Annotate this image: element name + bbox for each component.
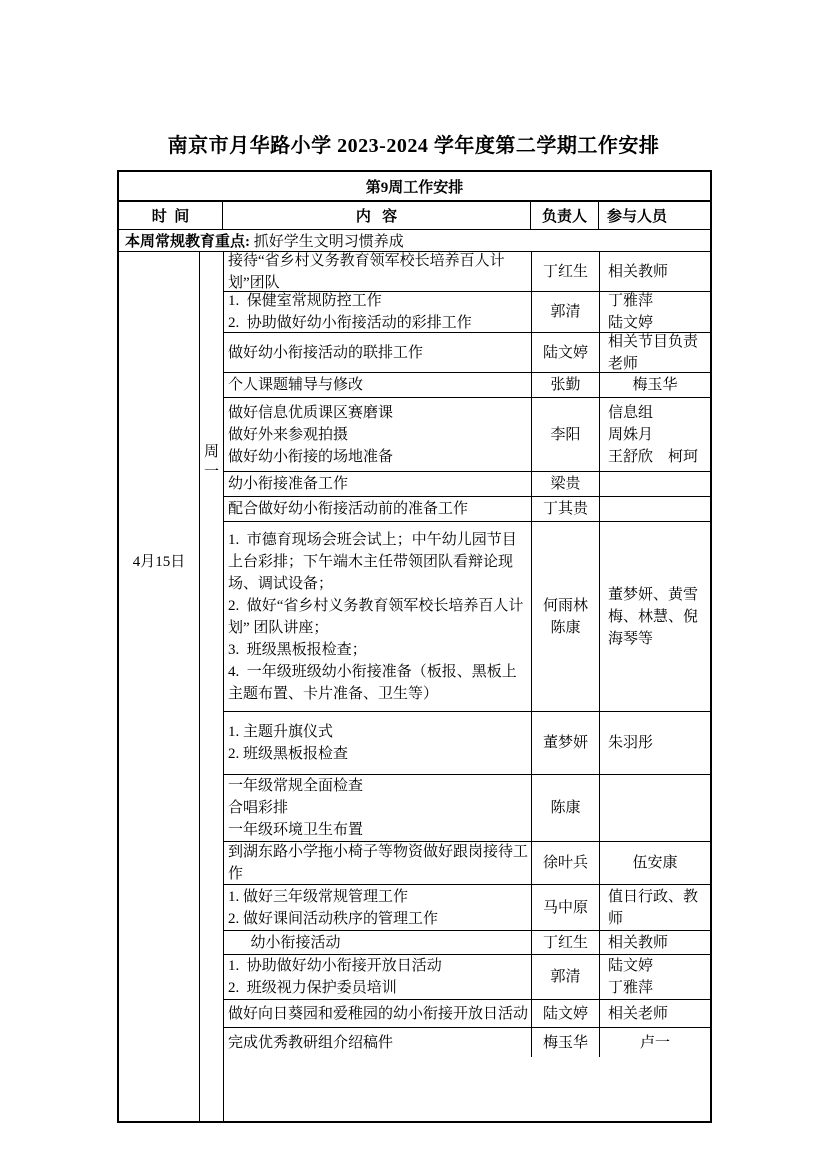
text-line: 做好幼小衔接活动的联排工作 — [228, 344, 424, 361]
task-participants — [600, 1000, 710, 1027]
schedule-table — [117, 170, 712, 1123]
text-line: 幼小衔接活动 — [228, 934, 341, 951]
task-content — [224, 1000, 532, 1027]
text-line: 1. 做好三年级常规管理工作 — [228, 888, 409, 905]
text-line: 1. 保健室常规防控工作 — [228, 293, 382, 309]
text-line: 幼小衔接准备工作 — [228, 476, 349, 492]
task-content — [224, 333, 532, 372]
task-row — [224, 1000, 710, 1028]
task-row — [224, 1028, 710, 1057]
text-line: 董梦妍、黄雪梅、林慧、倪海琴等 — [608, 586, 699, 647]
task-participants — [600, 497, 710, 521]
task-leader — [532, 1028, 600, 1057]
task-row — [224, 955, 710, 1000]
column-header-row — [119, 202, 710, 230]
text-line: 朱羽彤 — [608, 735, 654, 751]
text-line: 做好幼小衔接的场地准备 — [228, 448, 394, 465]
text-line: 2. 做好课间活动秩序的管理工作 — [228, 910, 439, 927]
text-line: 相关教师 — [608, 934, 669, 951]
text-line: 梅玉华 — [632, 377, 678, 393]
task-participants — [600, 885, 710, 930]
text-line: 梅玉华 — [542, 1034, 588, 1051]
text-line: 完成优秀教研组介绍稿件 — [228, 1034, 394, 1051]
text-line: 值日行政、教师 — [608, 888, 699, 927]
text-line: 伍安康 — [632, 855, 678, 871]
task-content — [224, 398, 532, 471]
text-line: 丁其贵 — [542, 501, 588, 517]
task-leader — [532, 252, 600, 291]
text-line: 陆文婷 — [608, 958, 654, 974]
task-content — [224, 885, 532, 930]
task-participants — [600, 955, 710, 999]
text-line: 陆文婷 — [542, 1005, 588, 1022]
task-content — [224, 472, 532, 496]
task-content — [224, 775, 532, 841]
text-line: 相关教师 — [608, 263, 669, 280]
task-row — [224, 842, 710, 885]
weekday-label: 周一 — [203, 444, 219, 480]
header-content: 内 容 — [223, 202, 531, 229]
task-leader — [532, 497, 600, 521]
text-line: 梁贵 — [550, 476, 581, 492]
task-participants — [600, 333, 710, 372]
date-cell — [119, 931, 200, 1121]
text-line: 相关节目负责老师 — [608, 333, 699, 372]
text-line: 1. 主题升旗仪式 — [228, 724, 334, 740]
text-line: 李阳 — [550, 426, 581, 443]
task-leader — [532, 472, 600, 496]
text-line: 陆文婷 — [542, 344, 588, 361]
task-row — [224, 292, 710, 333]
task-leader — [532, 842, 600, 884]
text-line: 卢一 — [639, 1034, 670, 1051]
task-row — [224, 885, 710, 931]
text-line: 丁雅萍 — [608, 293, 654, 309]
date-label: 4月15日 — [132, 554, 186, 570]
day-block — [119, 252, 710, 931]
text-line: 徐叶兵 — [542, 855, 588, 871]
task-participants — [600, 931, 710, 954]
task-content — [224, 497, 532, 521]
text-line: 信息组 — [608, 404, 654, 421]
text-line: 2. 班级视力保护委员培训 — [228, 980, 397, 996]
text-line: 郭清 — [550, 969, 581, 985]
weekday-cell — [200, 252, 224, 931]
text-line: 陈康 — [550, 619, 581, 636]
day-blocks — [119, 252, 710, 1121]
text-line: 做好外来参观拍摄 — [228, 426, 349, 443]
task-leader — [532, 775, 600, 841]
text-line: 2. 班级黑板报检查 — [228, 746, 349, 762]
task-content — [224, 931, 532, 954]
task-row — [224, 373, 710, 398]
task-leader — [532, 931, 600, 954]
text-line: 马中原 — [542, 899, 588, 916]
text-line: 陆文婷 — [608, 315, 654, 331]
task-leader — [532, 398, 600, 471]
task-row — [224, 775, 710, 842]
text-line: 配合做好幼小衔接活动前的准备工作 — [228, 501, 469, 517]
task-participants — [600, 522, 710, 711]
text-line: 2. 做好“省乡村义务教育领军校长培养百人计划” 团队讲座； — [228, 597, 524, 636]
task-row — [224, 333, 710, 373]
text-line: 张勤 — [550, 377, 581, 393]
task-participants — [600, 373, 710, 397]
week-title: 第9周工作安排 — [365, 179, 464, 196]
task-list — [224, 931, 710, 1121]
text-line: 相关老师 — [608, 1005, 669, 1022]
text-line: 丁红生 — [542, 934, 588, 951]
date-cell — [119, 252, 200, 931]
focus-label: 本周常规教育重点: — [125, 234, 250, 250]
text-line: 董梦妍 — [542, 735, 588, 751]
text-line: 一年级环境卫生布置 — [228, 822, 364, 838]
task-leader — [532, 712, 600, 774]
text-line: 一年级常规全面检查 — [228, 778, 364, 794]
task-participants — [600, 472, 710, 496]
task-row — [224, 252, 710, 292]
weekly-focus-row — [119, 230, 710, 252]
text-line: 个人课题辅导与修改 — [228, 377, 364, 393]
task-participants — [600, 398, 710, 471]
task-content — [224, 522, 532, 711]
task-leader — [532, 885, 600, 930]
task-content — [224, 842, 532, 884]
task-row — [224, 398, 710, 472]
task-participants — [600, 775, 710, 841]
task-list — [224, 252, 710, 931]
text-line: 2. 协助做好幼小衔接活动的彩排工作 — [228, 315, 472, 331]
task-row — [224, 497, 710, 522]
task-content — [224, 292, 532, 332]
task-leader — [532, 292, 600, 332]
text-line: 到湖东路小学拖小椅子等物资做好跟岗接待工作 — [228, 844, 529, 882]
task-leader — [532, 522, 600, 711]
text-line: 丁雅萍 — [608, 980, 654, 996]
task-content — [224, 373, 532, 397]
text-line: 丁红生 — [542, 263, 588, 280]
task-content — [224, 955, 532, 999]
text-line: 1. 市德育现场会班会试上；中午幼儿园节目上台彩排；下午端木主任带领团队看辩论现场、调试设备； — [228, 531, 517, 592]
text-line: 郭清 — [550, 304, 581, 320]
task-leader — [532, 1000, 600, 1027]
task-participants — [600, 1028, 710, 1057]
text-line: 做好信息优质课区赛磨课 — [228, 404, 394, 421]
task-participants — [600, 292, 710, 332]
task-participants — [600, 712, 710, 774]
text-line: 周姝月 — [608, 426, 654, 443]
task-content — [224, 1028, 532, 1057]
day-block — [119, 931, 710, 1121]
text-line: 合唱彩排 — [228, 800, 289, 816]
text-line: 陈康 — [550, 800, 581, 816]
text-line: 1. 协助做好幼小衔接开放日活动 — [228, 958, 442, 974]
week-title-row — [119, 172, 710, 202]
text-line: 做好向日葵园和爱稚园的幼小衔接开放日活动 — [228, 1005, 529, 1022]
task-content — [224, 712, 532, 774]
focus-text: 抓好学生文明习惯养成 — [250, 234, 404, 250]
text-line: 4. 一年级班级幼小衔接准备（板报、黑板上主题布置、卡片准备、卫生等） — [228, 663, 517, 702]
text-line: 接待“省乡村义务教育领军校长培养百人计划”团队 — [228, 252, 505, 291]
weekday-label — [200, 931, 223, 1121]
header-participants: 参与人员 — [607, 209, 668, 225]
text-line: 3. 班级黑板报检查； — [228, 641, 367, 658]
document-title: 南京市月华路小学 2023-2024 学年度第二学期工作安排 — [167, 135, 660, 157]
task-participants — [600, 252, 710, 291]
task-row — [224, 712, 710, 775]
task-row — [224, 522, 710, 712]
weekday-cell — [200, 931, 224, 1121]
task-leader — [532, 373, 600, 397]
header-time: 时 间 — [119, 202, 223, 229]
task-leader — [532, 333, 600, 372]
task-content — [224, 252, 532, 291]
header-leader: 负责人 — [531, 202, 599, 229]
task-row — [224, 931, 710, 955]
task-leader — [532, 955, 600, 999]
task-row — [224, 472, 710, 497]
text-line: 王舒欣 柯珂 — [608, 448, 699, 465]
text-line: 何雨林 — [542, 597, 588, 614]
task-participants — [600, 842, 710, 884]
